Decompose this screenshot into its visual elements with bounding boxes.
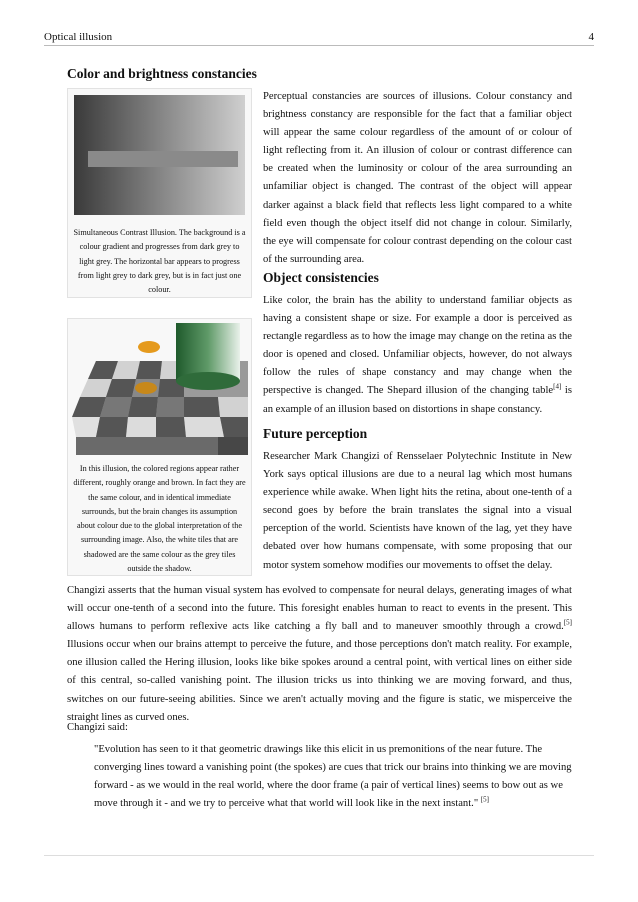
paragraph-color-constancy: Perceptual constancies are sources of illusions. Colour constancy and brightness constancy are responsible for the fact that a familiar object will appear the same colour regardless of the amount of or colour of light reflecting from it. An illusion of colour or contrast difference can be created when the luminosity or colour of the area surrounding an unfamiliar object is changed. The contrast of the object will appear darker against a black field that reflects less light compared to a white field even though the object itself did not change in colour. Similarly, the eye will compensate for colour contrast depending on the colour cast of the surrounding area. — [263, 91, 572, 265]
page-number: 4 — [588, 31, 594, 43]
figure-checker-shadow — [67, 318, 252, 576]
paragraph-changizi-asserts — [67, 582, 572, 727]
paragraph-future-perception: Researcher Mark Changizi of Rensselaer Polytechnic Institute in New York says optical illusions are due to a neural lag which most humans experience while awake. When light hits the retina, about one-tenth of a second goes by before the brain translates the signal into a visual perception of the world. Scientists have known of the lag, yet they have debated over how humans compensate, with some proposing that our motor system somehow modifies our movements to offset the delay. — [263, 451, 572, 571]
blockquote-changizi — [94, 741, 572, 813]
running-title: Optical illusion — [44, 31, 113, 43]
paragraph-text: is an example of an illusion based on distortions in shape constancy. — [263, 385, 573, 415]
citation-link[interactable]: [4] — [553, 382, 562, 391]
gradient-background-image — [74, 95, 245, 215]
grey-bar — [88, 151, 238, 167]
changizi-said-label: Changizi said: — [67, 722, 128, 733]
paragraph-text: Like color, the brain has the ability to understand familiar objects as having a consistent shape or size. For example a door is perceived as rectangle regardless as to how the image may change on the retina as the door is opened and closed. Unfamiliar objects, however, do not always follow the rules of shape constancy and may change when the perspective is changed. The Shepard illusion of the changing table — [263, 295, 572, 397]
checker-shadow-image — [68, 321, 251, 455]
paragraph-object-consistencies — [263, 292, 572, 419]
footer-rule — [44, 855, 594, 856]
quote-text: "Evolution has seen to it that geometric drawings like this elicit in us premonitions of the near future. The converging lines toward a vanishing point (the spokes) are cues that trick our brains into thinking we are moving forward - as we would in the real world, where the door frame (a pair of vertical lines) seems to bow out as we move through it - and we try to perceive what that world will look like in the next instant." — [94, 744, 572, 810]
heading-object-consistencies: Object consistencies — [263, 270, 379, 285]
heading-future-perception: Future perception — [263, 426, 368, 441]
citation-link[interactable]: [5] — [563, 618, 572, 627]
page-header — [44, 31, 594, 46]
figure-caption: Simultaneous Contrast Illusion. The background is a colour gradient and progresses from dark grey to light grey. The horizontal bar appears to progress from light grey to dark grey, but is in fact just one colour. — [73, 228, 246, 295]
heading-color-brightness: Color and brightness constancies — [67, 66, 257, 81]
figure-caption: In this illusion, the colored regions appear rather different, roughly orange and brown. In fact they are the same colour, and in identical immediate surrounds, but the brain changes its assumption about colour due to the global interpretation of the surrounding image. Also, the white tiles that are shadowed are the same colour as the grey tiles outside the shadow. — [73, 464, 246, 574]
paragraph-text: Illusions occur when our brains attempt to perceive the future, and those perceptions don't match reality. For example, one illusion called the Hering illusion, looks like bike spokes around a central point, with vertical lines on either side of this central, so-called vanishing point. The illusion tricks us into thinking we are moving forward, and thus, switches on our future-seeing abilities. Since we aren't actually moving and the figure is static, we misperceive the straight lines as curved ones. — [67, 639, 572, 723]
citation-link[interactable]: [5] — [480, 795, 489, 804]
figure-contrast-illusion — [67, 88, 252, 298]
paragraph-text: Changizi asserts that the human visual system has evolved to compensate for neural delays, generating images of what will occur one-tenth of a second into the future. This foresight enables human to react to events in the present. This allows humans to perform reflexive acts like catching a fly ball and to maneuver smoothly through a crowd. — [67, 585, 572, 633]
